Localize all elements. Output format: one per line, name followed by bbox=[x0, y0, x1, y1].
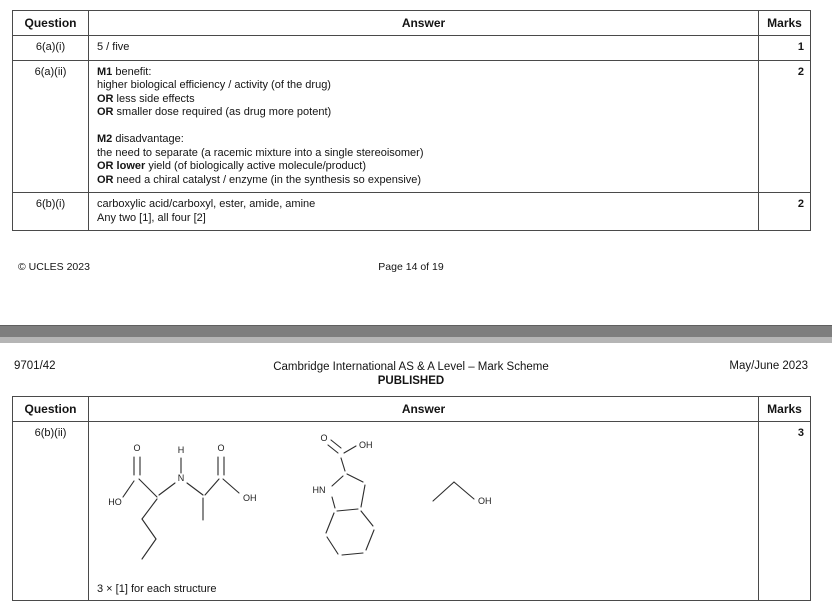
atom-label-oh: OH bbox=[359, 440, 373, 450]
mark-scheme-table-p14 bbox=[12, 10, 811, 231]
header-row bbox=[13, 397, 811, 422]
answer-line: M2 disadvantage: bbox=[97, 133, 184, 145]
answer-line: the need to separate (a racemic mixture into a single stereoisomer) bbox=[97, 146, 424, 159]
column-header-marks: Marks bbox=[759, 397, 811, 422]
answer-cell bbox=[89, 193, 759, 231]
atom-label-hn: HN bbox=[312, 485, 326, 495]
answer-cell bbox=[89, 36, 759, 61]
answer-line: higher biological efficiency / activity (of the drug) bbox=[97, 79, 331, 91]
page-15 bbox=[0, 343, 832, 601]
header-title-block bbox=[12, 358, 810, 388]
atom-label-oh: OH bbox=[243, 493, 257, 503]
answer-line: OR smaller dose required (as drug more potent) bbox=[97, 106, 332, 118]
marks-value: 2 bbox=[759, 193, 811, 231]
question-number: 6(b)(i) bbox=[13, 193, 89, 231]
table-row-6bi bbox=[13, 193, 811, 231]
atom-label-n: N bbox=[177, 473, 185, 483]
structure-bicyclic-amino-acid bbox=[302, 427, 412, 587]
page-number: Page 14 of 19 bbox=[378, 261, 444, 273]
page-header bbox=[12, 358, 810, 390]
question-number: 6(b)(ii) bbox=[13, 422, 89, 601]
marks-value: 2 bbox=[759, 60, 811, 193]
page-divider-dark-band bbox=[0, 325, 832, 337]
header-row bbox=[13, 11, 811, 36]
table-row-6aii bbox=[13, 60, 811, 193]
exam-session: May/June 2023 bbox=[729, 360, 808, 372]
header-title: Cambridge International AS & A Level – Mark Scheme bbox=[273, 361, 549, 373]
question-number: 6(a)(i) bbox=[13, 36, 89, 61]
question-number: 6(a)(ii) bbox=[13, 60, 89, 193]
marking-caption: 3 × [1] for each structure bbox=[97, 583, 217, 595]
answer-line: carboxylic acid/carboxyl, ester, amide, amine bbox=[97, 198, 316, 210]
marks-value: 1 bbox=[759, 36, 811, 61]
atom-label-o: O bbox=[320, 433, 328, 443]
column-header-answer: Answer bbox=[89, 397, 759, 422]
table-row-6bii bbox=[13, 422, 811, 601]
structures-area bbox=[97, 427, 750, 595]
atom-label-h: H bbox=[177, 445, 185, 455]
column-header-answer: Answer bbox=[89, 11, 759, 36]
table-row-6ai bbox=[13, 36, 811, 61]
column-header-question: Question bbox=[13, 397, 89, 422]
atom-label-o: O bbox=[217, 443, 225, 453]
atom-label-ho: HO bbox=[108, 497, 122, 507]
answer-line: OR need a chiral catalyst / enzyme (in the synthesis so expensive) bbox=[97, 173, 422, 186]
answer-line: OR lower yield (of biologically active molecule/product) bbox=[97, 160, 367, 172]
column-header-marks: Marks bbox=[759, 11, 811, 36]
copyright-text: © UCLES 2023 bbox=[18, 261, 90, 273]
header-subtitle: PUBLISHED bbox=[377, 375, 445, 387]
answer-line: M1 benefit: bbox=[97, 65, 152, 78]
page-divider bbox=[0, 325, 832, 343]
answer-cell bbox=[89, 422, 759, 601]
column-header-question: Question bbox=[13, 11, 89, 36]
atom-label-o: O bbox=[133, 443, 141, 453]
structure-ethanol bbox=[427, 469, 512, 511]
answer-line: 5 / five bbox=[97, 41, 130, 53]
answer-line: OR less side effects bbox=[97, 92, 195, 105]
marks-value: 3 bbox=[759, 422, 811, 601]
structure-amino-acid-chain bbox=[101, 435, 281, 567]
paper-code: 9701/42 bbox=[14, 360, 56, 372]
atom-label-oh: OH bbox=[478, 496, 492, 506]
page-footer bbox=[12, 261, 810, 275]
mark-scheme-table-p15 bbox=[12, 396, 811, 601]
answer-line bbox=[97, 120, 750, 134]
answer-cell bbox=[89, 60, 759, 193]
answer-line: Any two [1], all four [2] bbox=[97, 211, 206, 224]
